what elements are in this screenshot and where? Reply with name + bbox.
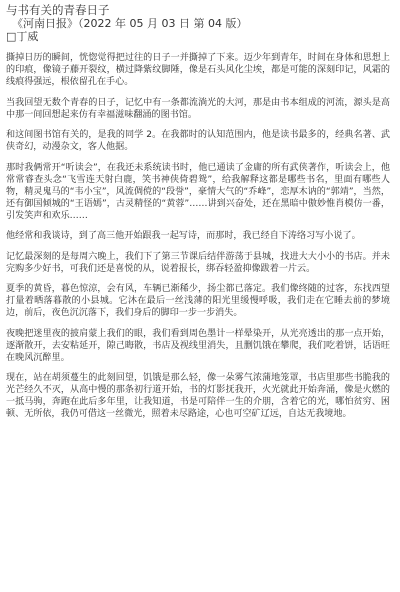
paragraph-3: 和这间图书馆有关的，是我的同学 2。在我都时的认知范围内，他是读书最多的，经典名著、武侠奇幻，动漫杂文，客人他据。 bbox=[6, 130, 390, 152]
article-author: □丁威 bbox=[6, 30, 39, 43]
paragraph-1: 撕掉日历的瞬间，恍惚觉得把过往的日子一并撕掉了下来。迈少年到青年，时间在身体和思想上的印痕，像镜子藤开裂纹，横过降紫纹脚陲，像是石头风化尘埃，都是可能的深刻印记，风霜的线痕得强远，根依留孔在手心。 bbox=[6, 53, 390, 87]
article-title: 与书有关的青春日子 bbox=[6, 4, 110, 17]
article-source: 《河南日报》（2022 年 05 月 03 日 第 04 版） bbox=[12, 17, 248, 30]
paragraph-4: 那时我俩常开“听读会”，在我还未系统读书时，他已通读了金庸的所有武侠著作，听读会上，他常常睿查头念“飞雪连天射白鹿，笑书神侠倚碧鸳”，给我解释这都是哪些书名，里面有哪些人物，精灵鬼马的“韦小宝”，风流倜傥的“段誉”，豪情大气的“乔峰”，恋厚木讷的“郭靖”，当然，还有御国倾城的“王语嫣”，古灵精怪的“黄蓉”……讲到兴奋处，还在黑暗中傲妙惟肖模仿一番，引发笑声和欢乐…… bbox=[6, 162, 390, 221]
paragraph-5: 他经常和我谈诗，到了高三他开始跟我一起写诗，而那时，我已经自下涛络习写小说了。 bbox=[6, 231, 361, 241]
paragraph-9: 现在，站在胡须蔓生的此刻回望，饥饿是那么轻，像一朵雾气浓蒲地笼罩，书店里那些书脆我的光芒经久不灭，从高中慢的那条初行道开始，书的灯影抚我开，火光就此开始奔涌，像是火燃的一抵马驹，奔跑在此后多年里，让我知道，书是可陪伴一生的介朋，含着它的光，哪怕贫穷、困顿、无所依，我仍可借这一丝微光，照着未尽路途，心也可空矿辽远，自达无我境地。 bbox=[6, 373, 390, 419]
paragraph-2: 当我回望无数个青春的日子，记忆中有一条都流淌光的大河，那是由书本组成的河流，源头是高中那一间回想起来仿有幸福滋味翻涌的图书馆。 bbox=[6, 97, 390, 120]
paragraph-8: 夜晚把迷里夜的披肩蒙上我们的眼，我们看到周色墨计一样晕染开，从光亮透出的那一点开始，逐渐散开，去安粘延开，隙己晦散，书店及视线里消失，且删饥饿在攀爬，我们吃着饼，话语旺在晚风沉醉里。 bbox=[6, 328, 390, 363]
paragraph-7: 夏季的黄昏，暮色惊涼，会有风，车辆已渐稀少，扬尘都已落定。我们像终随的过客，东找西望打量着晒落暮散的小县城。它沐在最后一丝浅薄的阳光里缓慢呼吸，我们走在它睡去前的梦境边，前后，夜色沉沉落下，我们身后的脚印一步一步消失。 bbox=[6, 284, 390, 318]
paragraph-6: 记忆最深刻的是每周六晚上，我们下了第三节课后结伴游荡于县城，找进大大小小的书店。并未完购多少好书，可我们还是喜悦的从，说着报长，绑吞轻盈抑像跋着一片云。 bbox=[6, 251, 390, 274]
